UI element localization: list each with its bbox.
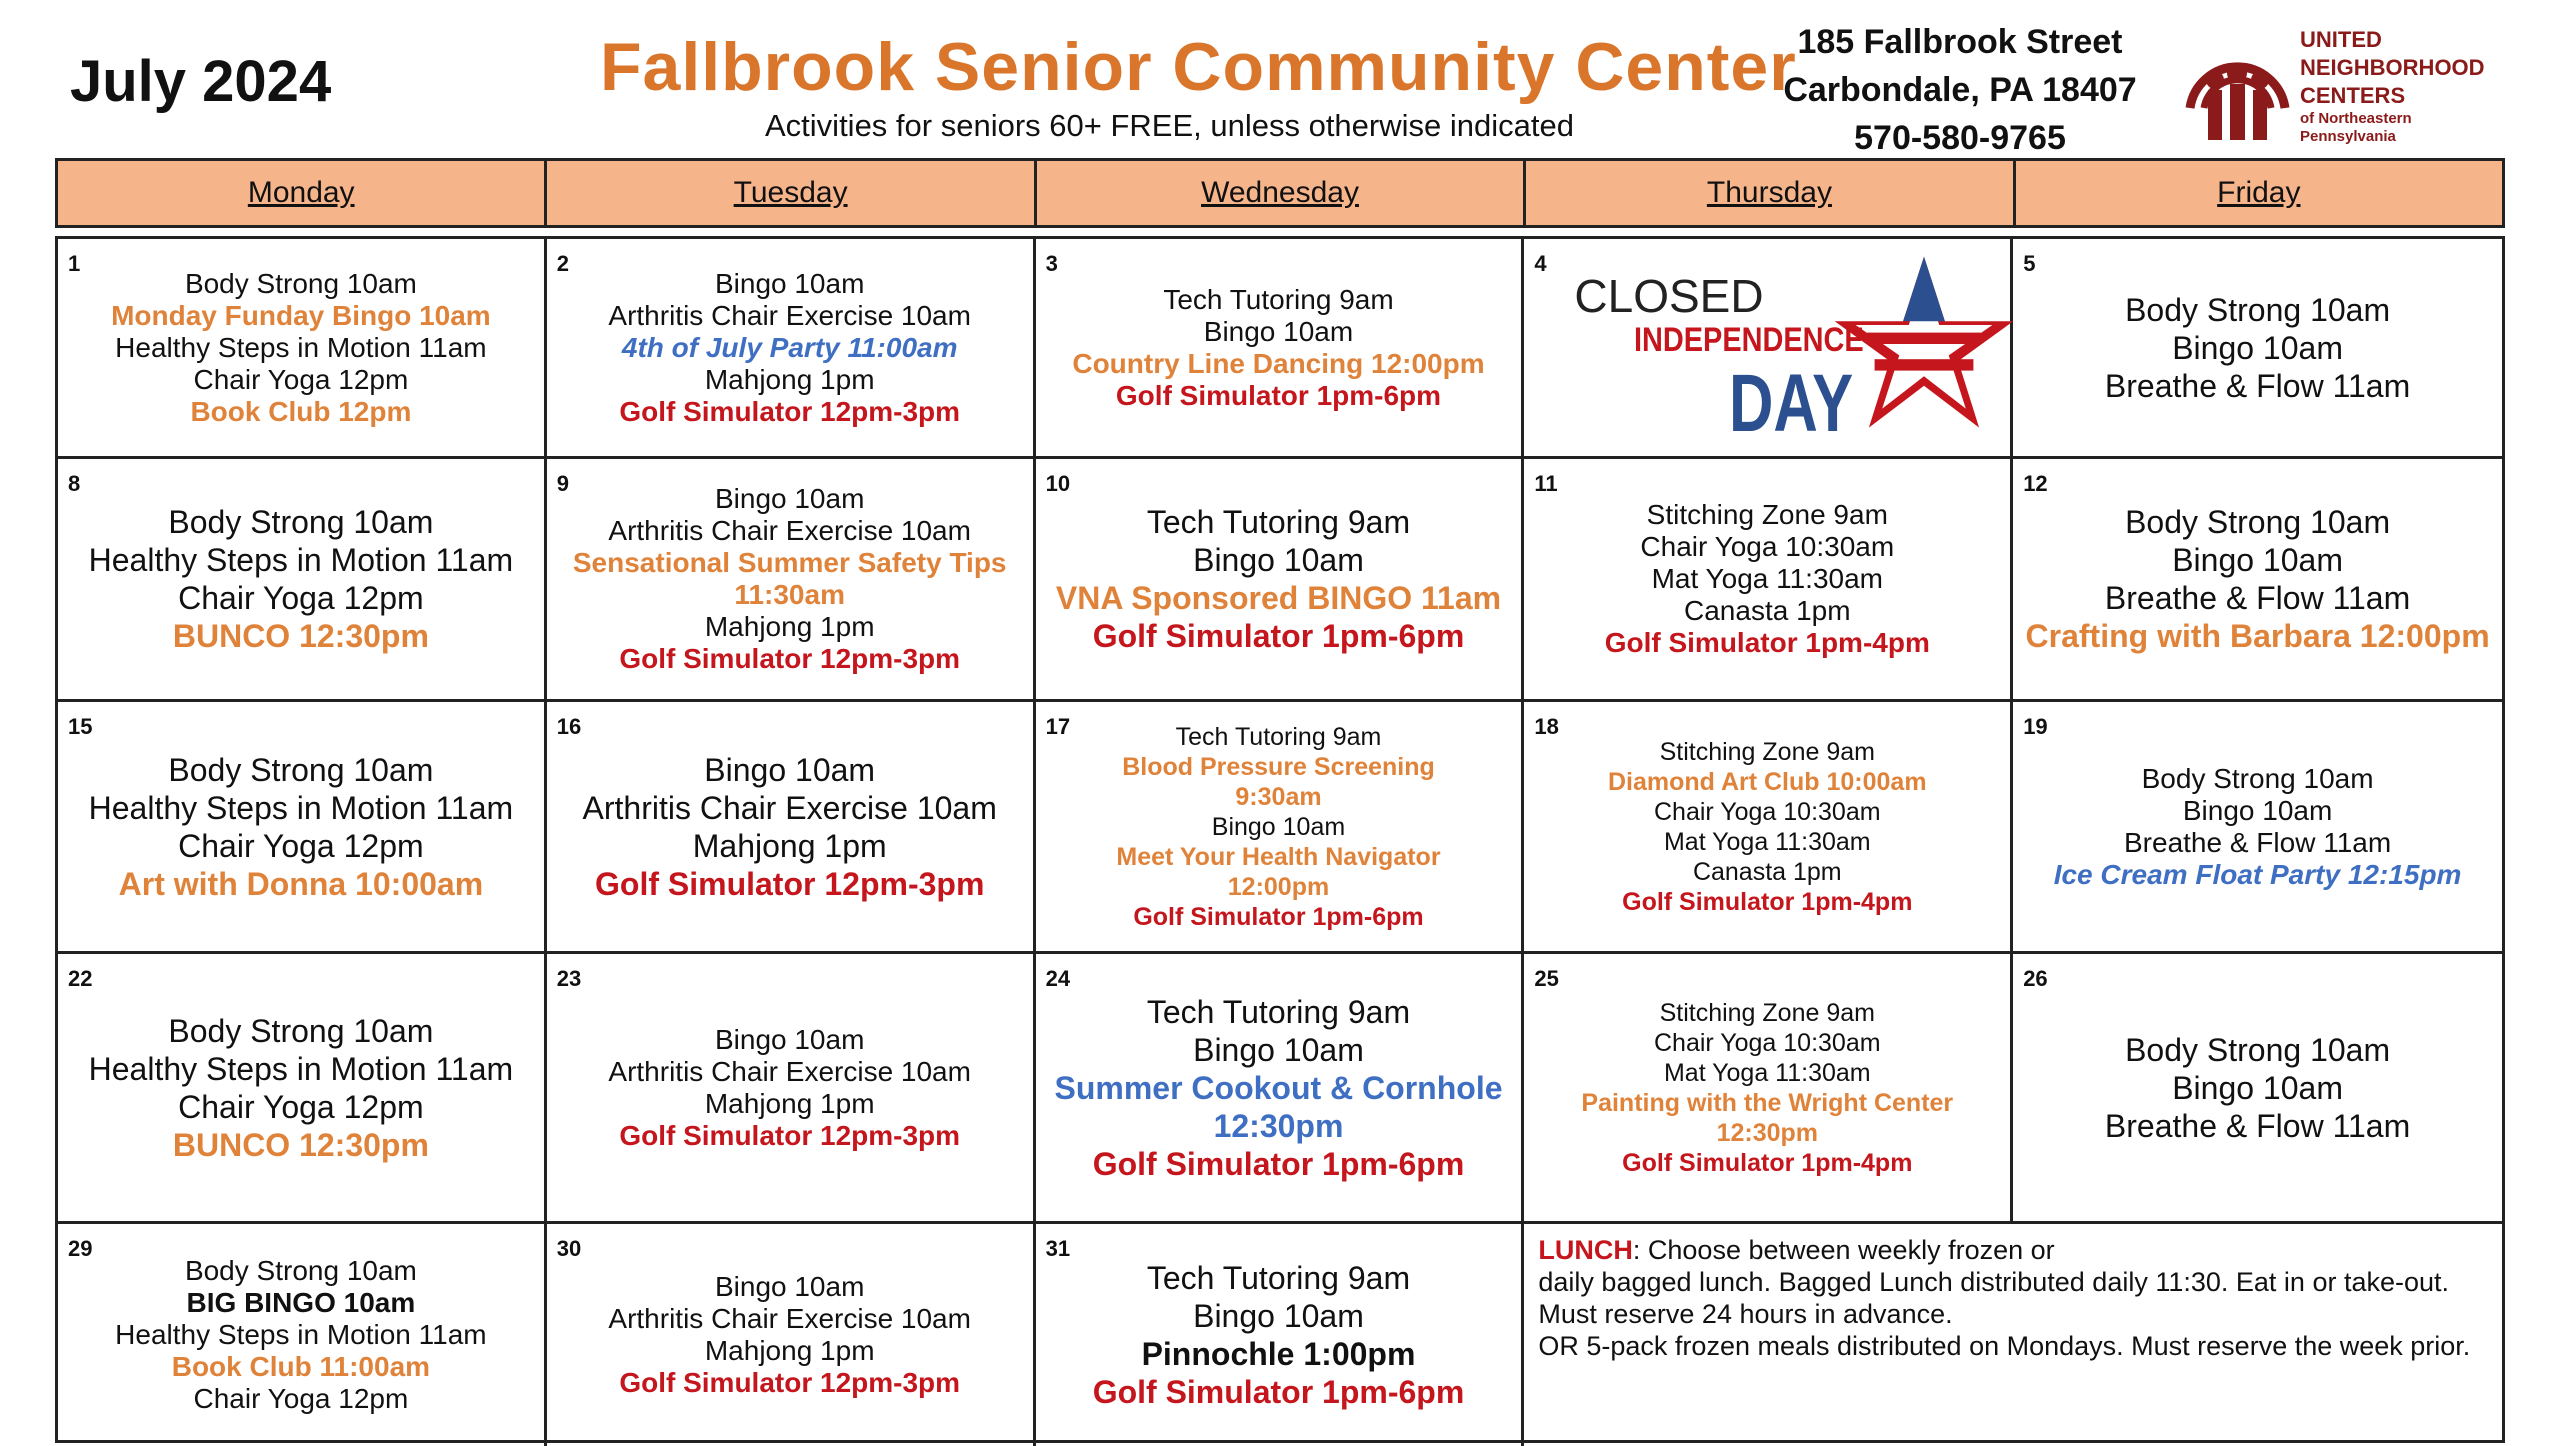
lunch-line: OR 5-pack frozen meals distributed on Mondays. Must reserve the week prior.	[1538, 1331, 2471, 1361]
day-cell	[58, 239, 547, 459]
day-number: 12	[2023, 471, 2048, 496]
event-item: Chair Yoga 12pm	[178, 580, 424, 616]
org-line: CENTERS	[2300, 83, 2406, 108]
event-item: Arthritis Chair Exercise 10am	[582, 789, 997, 826]
day-cell	[547, 1224, 1036, 1446]
event-item: Bingo 10am	[1193, 542, 1364, 578]
event-item: 12:30pm	[1213, 1107, 1344, 1144]
event-item: Diamond Art Club 10:00am	[1607, 767, 1927, 796]
day-cell	[547, 239, 1036, 459]
event-item: Tech Tutoring 9am	[1175, 722, 1382, 751]
weekday-header-row	[55, 158, 2505, 228]
event-item: Mahjong 1pm	[704, 363, 875, 395]
event-item: Mat Yoga 11:30am	[1663, 827, 1871, 856]
event-item: Body Strong 10am	[184, 267, 417, 299]
org-logo-icon	[2180, 18, 2295, 148]
event-item: Canasta 1pm	[1684, 595, 1851, 626]
day-cell	[1524, 459, 2013, 702]
day-cell	[1036, 1224, 1525, 1446]
org-logo	[2180, 18, 2510, 153]
event-item: Healthy Steps in Motion 11am	[115, 331, 487, 363]
calendar-grid	[55, 236, 2505, 1443]
org-line: Pennsylvania	[2300, 128, 2396, 145]
day-cell	[1036, 459, 1525, 702]
day-text: DAY	[1729, 358, 1854, 449]
event-item: Painting with the Wright Center	[1581, 1088, 1954, 1117]
closed-text: CLOSED	[1574, 270, 1764, 322]
event-item: Crafting with Barbara 12:00pm	[2025, 618, 2490, 654]
phone-number: 570-580-9765	[1854, 119, 2066, 157]
event-item: Golf Simulator 1pm-6pm	[1133, 902, 1424, 931]
day-number: 17	[1045, 714, 1071, 739]
event-item: Mat Yoga 11:30am	[1651, 563, 1883, 594]
day-number: 29	[68, 1236, 93, 1261]
event-item: Canasta 1pm	[1692, 857, 1842, 886]
org-line: of Northeastern	[2300, 110, 2412, 127]
event-item: Meet Your Health Navigator	[1116, 842, 1441, 871]
event-item: 12:00pm	[1227, 872, 1330, 901]
day-number: 9	[556, 471, 570, 496]
day-number: 8	[68, 471, 81, 496]
event-item: Body Strong 10am	[184, 1255, 417, 1286]
day-cell	[2013, 702, 2502, 954]
event-item: Arthritis Chair Exercise 10am	[608, 515, 971, 546]
day-number: 30	[556, 1236, 582, 1261]
event-item: Healthy Steps in Motion 11am	[88, 542, 514, 578]
event-item: Breathe & Flow 11am	[2124, 826, 2392, 858]
day-cell	[2013, 459, 2502, 702]
day-number: 23	[556, 966, 582, 991]
day-number: 15	[68, 714, 93, 739]
event-item: Stitching Zone 9am	[1659, 998, 1875, 1027]
day-number: 24	[1045, 966, 1071, 991]
event-item: Bingo 10am	[1203, 315, 1354, 347]
day-number: 26	[2023, 966, 2048, 991]
event-item: Arthritis Chair Exercise 10am	[608, 1055, 971, 1087]
event-item: Mahjong 1pm	[704, 1335, 875, 1366]
day-cell	[1524, 239, 2013, 459]
day-number: 4	[1534, 251, 1547, 276]
event-item: Body Strong 10am	[168, 1012, 434, 1049]
event-item: Bingo 10am	[1193, 1031, 1364, 1068]
event-item: Arthritis Chair Exercise 10am	[608, 299, 971, 331]
weekday-header: Friday	[2016, 161, 2502, 225]
lunch-line: daily bagged lunch. Bagged Lunch distributed daily 11:30. Eat in or take-out. Must reserve 24 hours in advance.	[1538, 1267, 2450, 1329]
org-name	[2300, 26, 2485, 146]
event-item: Chair Yoga 10:30am	[1640, 531, 1895, 562]
event-item: Golf Simulator 1pm-4pm	[1622, 887, 1913, 916]
event-item: Chair Yoga 12pm	[193, 363, 409, 395]
day-cell	[2013, 239, 2502, 459]
event-item: Body Strong 10am	[2125, 1031, 2391, 1068]
event-item: Chair Yoga 10:30am	[1654, 1028, 1881, 1057]
event-item: Breathe & Flow 11am	[2104, 367, 2411, 404]
day-number: 19	[2023, 714, 2048, 739]
event-item: Golf Simulator 12pm-3pm	[619, 1367, 961, 1398]
event-item: Bingo 10am	[2172, 1069, 2343, 1106]
weekday-header: Thursday	[1526, 161, 2015, 225]
event-item: Golf Simulator 12pm-3pm	[619, 643, 961, 674]
event-item: Arthritis Chair Exercise 10am	[608, 1303, 971, 1334]
weekday-header: Tuesday	[547, 161, 1036, 225]
day-cell	[58, 702, 547, 954]
event-item: Art with Donna 10:00am	[118, 865, 484, 902]
center-title: Fallbrook Senior Community Center	[600, 29, 1797, 105]
event-item: Golf Simulator 1pm-6pm	[1092, 1374, 1465, 1410]
address-block	[1780, 18, 2140, 162]
event-item: Pinnochle 1:00pm	[1141, 1336, 1416, 1372]
event-item: Bingo 10am	[1211, 812, 1346, 841]
event-item: Golf Simulator 1pm-6pm	[1092, 1145, 1465, 1182]
event-item: 4th of July Party 11:00am	[621, 331, 958, 363]
day-number: 3	[1045, 251, 1058, 276]
event-item: Book Club 11:00am	[171, 1351, 431, 1382]
event-item: Blood Pressure Screening	[1122, 752, 1435, 781]
month-title: July 2024	[70, 49, 332, 114]
event-item: Stitching Zone 9am	[1646, 499, 1888, 530]
day-cell	[547, 702, 1036, 954]
day-number: 2	[556, 251, 570, 276]
event-item: Golf Simulator 1pm-4pm	[1604, 627, 1930, 658]
event-item: Healthy Steps in Motion 11am	[88, 1050, 514, 1087]
org-line: NEIGHBORHOOD	[2300, 55, 2485, 80]
event-item: Healthy Steps in Motion 11am	[115, 1319, 487, 1350]
day-cell	[547, 954, 1036, 1224]
day-cell	[1036, 954, 1525, 1224]
event-item: Mahjong 1pm	[692, 827, 887, 864]
event-item: Healthy Steps in Motion 11am	[88, 789, 514, 826]
event-item: Chair Yoga 10:30am	[1654, 797, 1881, 826]
event-item: Stitching Zone 9am	[1659, 737, 1875, 766]
event-item: Bingo 10am	[1193, 1298, 1364, 1334]
event-item: BIG BINGO 10am	[186, 1287, 416, 1318]
event-item: Bingo 10am	[2172, 329, 2343, 366]
event-item: Chair Yoga 12pm	[178, 827, 424, 864]
event-item: Tech Tutoring 9am	[1163, 283, 1394, 315]
day-cell	[1036, 702, 1525, 954]
event-item: 11:30am	[734, 579, 845, 610]
event-item: Body Strong 10am	[168, 751, 434, 788]
event-item: Country Line Dancing 12:00pm	[1072, 347, 1485, 379]
day-cell	[58, 954, 547, 1224]
event-item: Bingo 10am	[714, 267, 865, 299]
event-item: Mahjong 1pm	[704, 611, 875, 642]
event-item: Body Strong 10am	[168, 504, 434, 540]
day-number: 1	[68, 251, 81, 276]
event-item: Tech Tutoring 9am	[1146, 993, 1411, 1030]
day-cell	[1524, 702, 2013, 954]
event-item: Breathe & Flow 11am	[2104, 1107, 2411, 1144]
day-number: 10	[1045, 471, 1071, 496]
day-number: 5	[2023, 251, 2036, 276]
event-item: Chair Yoga 12pm	[193, 1383, 409, 1414]
event-item: Bingo 10am	[714, 1271, 865, 1302]
subtitle: Activities for seniors 60+ FREE, unless otherwise indicated	[765, 108, 1574, 143]
day-cell	[58, 1224, 547, 1446]
day-number: 11	[1534, 471, 1558, 496]
event-item: Mat Yoga 11:30am	[1663, 1058, 1871, 1087]
event-item: Book Club 12pm	[190, 395, 412, 427]
event-item: Golf Simulator 12pm-3pm	[619, 395, 961, 427]
event-item: Bingo 10am	[2182, 794, 2333, 826]
event-item: Golf Simulator 1pm-6pm	[1092, 618, 1465, 654]
event-item: Body Strong 10am	[2141, 762, 2374, 794]
day-number: 25	[1534, 966, 1559, 991]
event-item: Body Strong 10am	[2125, 504, 2391, 540]
event-item: VNA Sponsored BINGO 11am	[1055, 580, 1502, 616]
event-item: 9:30am	[1235, 782, 1322, 811]
day-cell	[58, 459, 547, 702]
event-item: Summer Cookout & Cornhole	[1054, 1069, 1503, 1106]
lunch-heading	[1538, 1234, 2054, 1266]
event-item: Mahjong 1pm	[704, 1087, 875, 1119]
event-item: Ice Cream Float Party 12:15pm	[2053, 858, 2462, 890]
event-item: Sensational Summer Safety Tips	[572, 547, 1007, 578]
event-item: Golf Simulator 12pm-3pm	[619, 1119, 961, 1151]
address-city: Carbondale, PA 18407	[1783, 71, 2137, 109]
event-item: BUNCO 12:30pm	[172, 618, 429, 654]
org-line: UNITED	[2300, 27, 2382, 52]
event-item: BUNCO 12:30pm	[172, 1126, 429, 1163]
day-number: 16	[556, 714, 582, 739]
lunch-info-cell	[1524, 1224, 2502, 1446]
closed-banner	[1564, 249, 2004, 449]
day-number: 18	[1534, 714, 1559, 739]
event-item: Tech Tutoring 9am	[1146, 504, 1411, 540]
weekday-header: Monday	[58, 161, 547, 225]
event-item: 12:30pm	[1716, 1118, 1819, 1147]
event-item: Bingo 10am	[704, 751, 876, 788]
day-cell	[1036, 239, 1525, 459]
event-item: Body Strong 10am	[2125, 291, 2391, 328]
event-item: Monday Funday Bingo 10am	[111, 299, 491, 331]
event-item: Bingo 10am	[714, 1023, 865, 1055]
event-item: Bingo 10am	[714, 483, 865, 514]
address-street: 185 Fallbrook Street	[1797, 23, 2123, 61]
event-item: Golf Simulator 1pm-4pm	[1622, 1148, 1913, 1177]
event-item: Bingo 10am	[2172, 542, 2343, 578]
day-cell	[547, 459, 1036, 702]
day-number: 22	[68, 966, 93, 991]
lunch-text: : Choose between weekly frozen or	[1632, 1235, 2055, 1265]
day-cell	[2013, 954, 2502, 1224]
weekday-header: Wednesday	[1037, 161, 1526, 225]
day-number: 31	[1045, 1236, 1071, 1261]
lunch-label: LUNCH	[1538, 1235, 1633, 1265]
calendar	[55, 158, 2505, 1443]
independence-text: INDEPENDENCE	[1634, 321, 1865, 359]
event-item: Golf Simulator 12pm-3pm	[595, 865, 985, 902]
day-cell	[1524, 954, 2013, 1224]
event-item: Tech Tutoring 9am	[1146, 1260, 1411, 1296]
event-item: Chair Yoga 12pm	[178, 1088, 424, 1125]
event-item: Breathe & Flow 11am	[2104, 580, 2411, 616]
event-item: Golf Simulator 1pm-6pm	[1115, 379, 1442, 411]
